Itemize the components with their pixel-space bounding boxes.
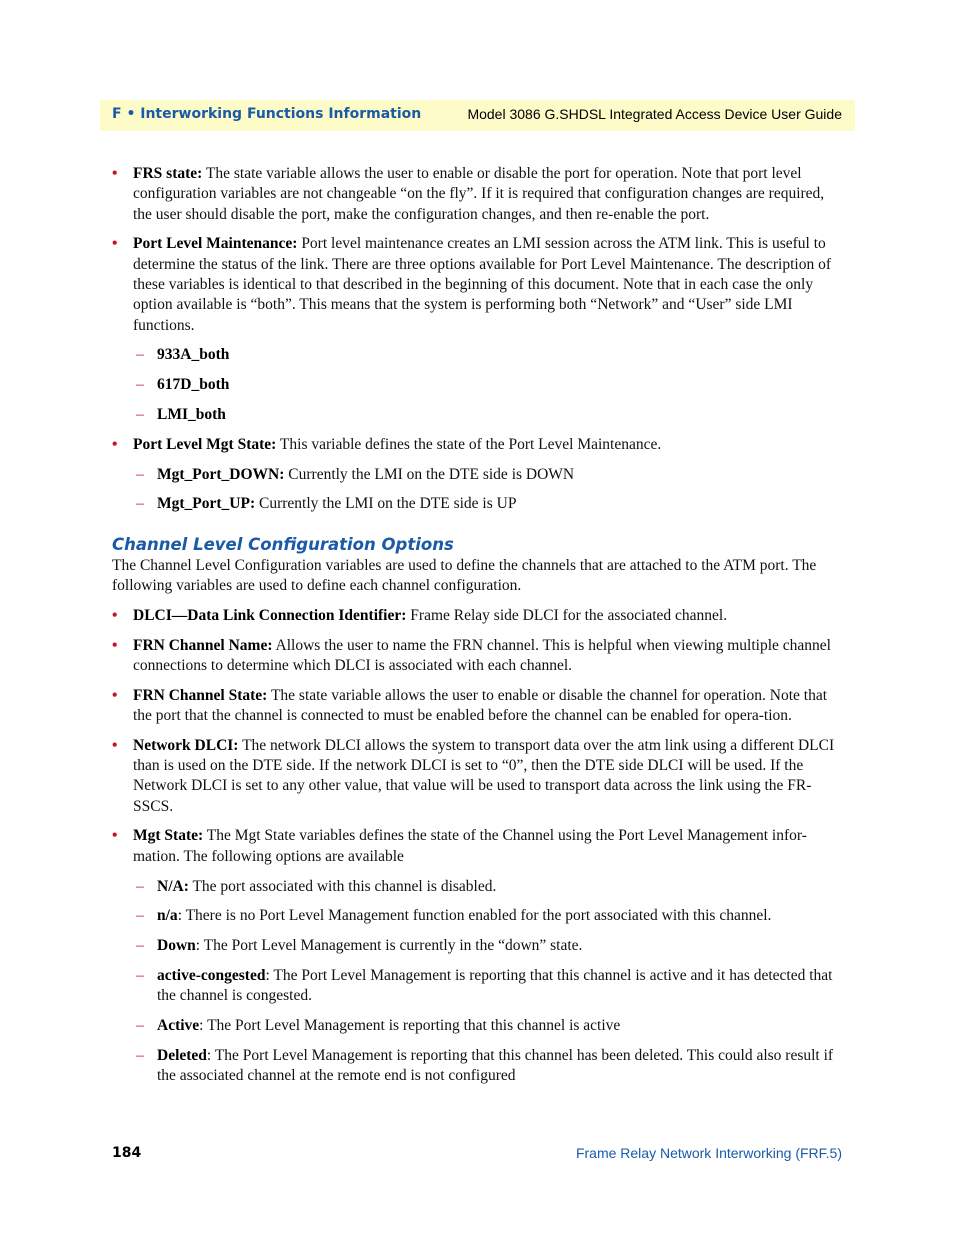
bullet-term: FRN Channel State: [133,686,268,704]
dash-term: Down [157,937,196,955]
dash-item-lmi [112,405,842,425]
bullet-port-level-maintenance [112,234,842,335]
dash-item-617d [112,375,842,395]
dash-term: Mgt_Port_DOWN: [157,465,285,483]
dash-term: Deleted [157,1046,207,1064]
dash-term: n/a [157,907,178,925]
footer-chapter-title: Frame Relay Network Interworking (FRF.5) [575,1145,842,1161]
dash-text: : The Port Level Management is currently in the “down” state. [195,937,583,955]
bullet-term: Mgt State: [133,827,204,845]
bullet-term: Network DLCI: [133,736,239,754]
dash-item-mgt-port-down [112,465,842,485]
dash-term: 617D_both [157,376,230,394]
dash-text: Currently the LMI on the DTE side is DOWN [284,465,575,483]
dash-term: N/A: [157,877,189,895]
bullet-frn-channel-name [112,636,842,677]
dash-term: active-congested [157,966,266,984]
section-heading: Channel Level Configuration Options [112,534,454,554]
header-guide-title: Model 3086 G.SHDSL Integrated Access Device User Guide [467,106,842,122]
page-body [112,164,842,1096]
dash-item-deleted [112,1046,842,1087]
bullet-text: The state variable allows the user to enable or disable the port for operation. Note that port level configuration variables are not changeable “on the fly”. If it is required that configuration changes are required, the user should disable the port, make the configuration changes, and then re-enable the port. [133,165,825,223]
bullet-text: Frame Relay side DLCI for the associated channel. [406,606,728,624]
bullet-term: Port Level Maintenance: [133,235,298,253]
dash-item-mgt-port-up [112,494,842,514]
section-intro: The Channel Level Configuration variables are used to define the channels that are attached to the ATM port. The following variables are used to define each channel configuration. [112,556,817,594]
bullet-term: FRS state: [133,165,203,182]
dash-term: Active [157,1017,200,1034]
bullet-term: FRN Channel Name: [133,636,273,654]
dash-term: 933A_both [157,346,230,364]
bullet-mgt-state [112,826,842,867]
header-section-label: F • Interworking Functions Information [112,106,422,122]
dash-item-na-lower [112,906,842,926]
page-number: 184 [112,1145,142,1161]
bullet-term: DLCI—Data Link Connection Identifier: [133,606,407,624]
bullet-term: Port Level Mgt State: [133,435,277,453]
bullet-frn-channel-state [112,686,842,727]
dash-text: Currently the LMI on the DTE side is UP [255,495,517,513]
dash-text: The port associated with this channel is disabled. [188,877,497,895]
dash-text: : There is no Port Level Management function enabled for the port associated with this channel. [177,907,772,925]
dash-item-down [112,936,842,956]
bullet-port-level-mgt-state [112,435,842,455]
dash-item-933a [112,345,842,365]
dash-term: LMI_both [157,405,226,423]
bullet-network-dlci [112,736,842,817]
bullet-text: The state variable allows the user to enable or disable the channel for operation. Note that the port that the channel is connected to must be enabled before the channel can be enabled for opera-tion. [133,686,828,724]
bullet-dlci [112,606,842,626]
dash-text: : The Port Level Management is reporting that this channel is active [199,1017,621,1034]
dash-text: : The Port Level Management is reporting that this channel is active and it has detected that the channel is congested. [157,966,833,1005]
bullet-text: This variable defines the state of the Port Level Maintenance. [276,435,662,453]
dash-item-active [112,1016,842,1036]
bullet-text: The Mgt State variables defines the state of the Channel using the Port Level Management infor-mation. The following options are available [133,827,807,865]
bullet-text: Port level maintenance creates an LMI session across the ATM link. This is useful to determine the status of the link. There are three options available for Port Level Maintenance. The description of these variables is identical to that described in the beginning of this document. Note that in each case the only option available is “both”. This means that the system is performing both “Network” and “User” side LMI functions. [133,235,831,334]
dash-text: : The Port Level Management is reporting that this channel has been deleted. This could also result if the associated channel at the remote end is not configured [157,1046,834,1085]
dash-term: Mgt_Port_UP: [157,495,256,513]
bullet-text: Allows the user to name the FRN channel. This is helpful when viewing multiple channel connections to determine which DLCI is associated with each channel. [133,636,831,674]
dash-item-active-congested [112,966,842,1007]
bullet-frs-state [112,164,842,225]
dash-item-na-upper [112,877,842,897]
bullet-text: The network DLCI allows the system to transport data over the atm link using a different DLCI than is used on the DTE side. If the network DLCI is set to “0”, then the DTE side DLCI will be used. If the Network DLCI is set to any other value, that value will be used to transport data across the link using the FR-SSCS. [133,736,835,815]
